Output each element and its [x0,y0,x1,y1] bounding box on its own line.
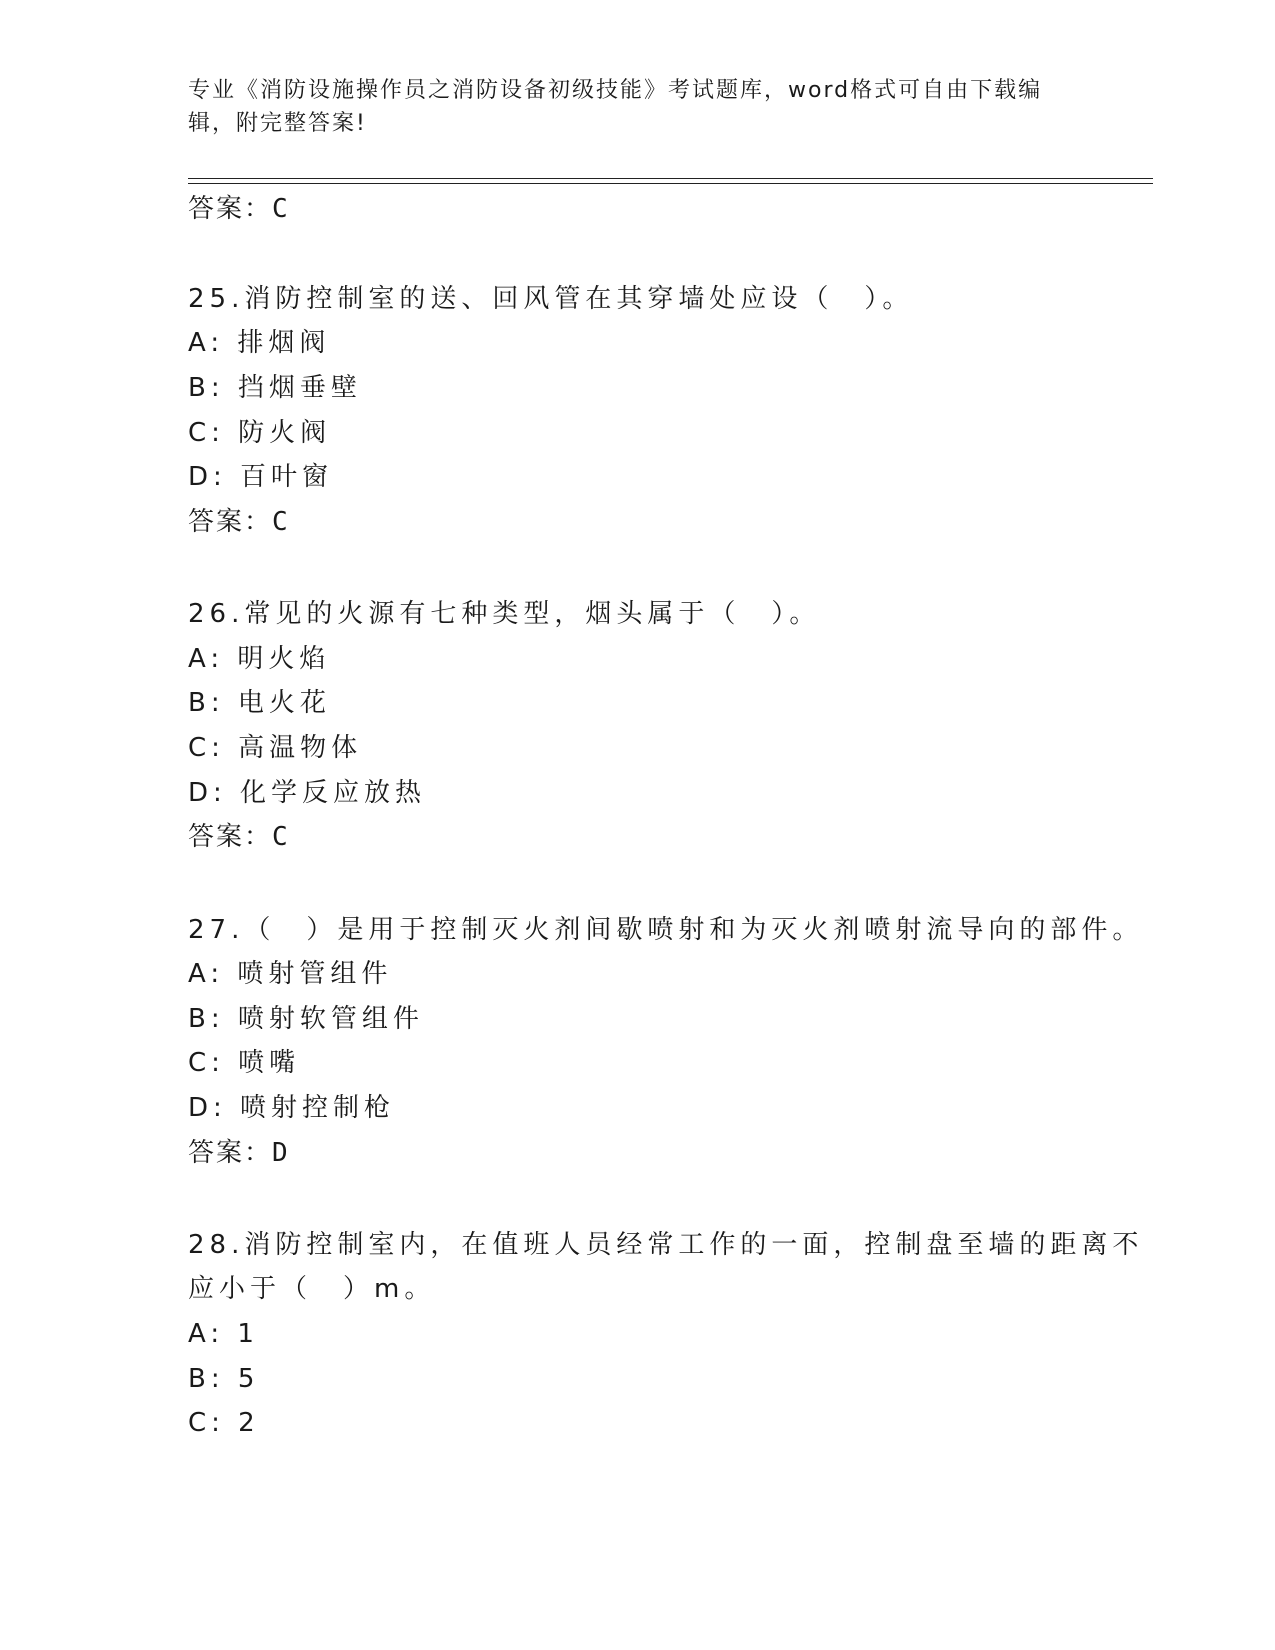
option-c: C: 喷嘴 [188,1048,301,1078]
question-stem-continued: 应小于（ ）m。 [188,1274,436,1304]
answer-label: 答案： [188,507,273,537]
answer-value: C [272,822,289,852]
option-a: A: 1 [188,1319,259,1349]
answer-label: 答案： [188,1138,273,1168]
option-b: B: 挡烟垂壁 [188,373,362,403]
option-a: A: 明火焰 [188,644,331,674]
question-stem: 26.常见的火源有七种类型，烟头属于（ ）。 [188,599,821,629]
answer-line [188,505,289,539]
option-c: C: 2 [188,1408,260,1438]
option-a: A: 喷射管组件 [188,959,393,989]
answer-label: 答案： [188,194,273,224]
answer-label: 答案： [188,822,273,852]
question-stem: 28.消防控制室内，在值班人员经常工作的一面，控制盘至墙的距离不 [188,1230,1144,1260]
question-stem: 25.消防控制室的送、回风管在其穿墙处应设（ ）。 [188,284,914,314]
answer-value: C [272,194,289,224]
header-divider-top [188,178,1153,179]
option-c: C: 防火阀 [188,418,332,448]
question-stem: 27.（ ）是用于控制灭火剂间歇喷射和为灭火剂喷射流导向的部件。 [188,915,1144,945]
answer-value: C [272,507,289,537]
option-d: D: 百叶窗 [188,462,334,492]
option-c: C: 高温物体 [188,733,363,763]
option-d: D: 化学反应放热 [188,778,427,808]
answer-value: D [272,1138,289,1168]
option-b: B: 5 [188,1364,260,1394]
option-b: B: 喷射软管组件 [188,1004,424,1034]
option-a: A: 排烟阀 [188,328,331,358]
answer-line [188,820,289,854]
answer-line [188,192,289,226]
document-header [188,74,1068,140]
header-line-2: 辑，附完整答案! [188,111,367,136]
option-d: D: 喷射控制枪 [188,1093,396,1123]
answer-line [188,1136,289,1170]
option-b: B: 电火花 [188,688,331,718]
header-line-1: 专业《消防设施操作员之消防设备初级技能》考试题库，word格式可自由下载编 [188,78,1043,103]
header-divider-bottom [188,183,1153,184]
